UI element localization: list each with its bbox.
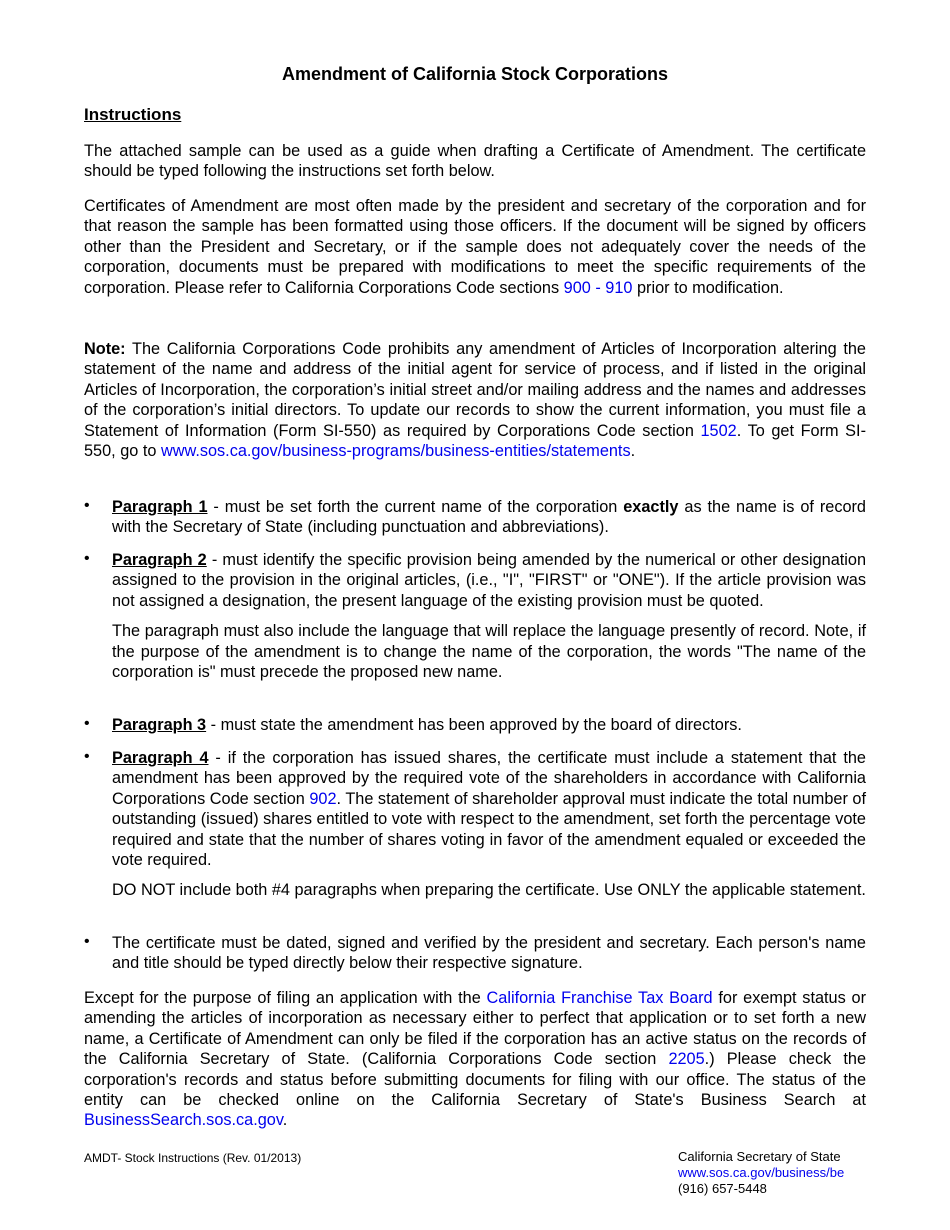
agency-name: California Secretary of State: [678, 1149, 841, 1164]
bullet-icon: •: [84, 933, 90, 950]
code-902-link[interactable]: 902: [309, 789, 337, 808]
code-2205-link[interactable]: 2205: [668, 1050, 705, 1069]
code-1502-link[interactable]: 1502: [700, 421, 737, 440]
form-id: AMDT- Stock Instructions (Rev. 01/2013): [84, 1151, 302, 1165]
agency-contact: [678, 1149, 844, 1197]
document-title: Amendment of California Stock Corporations: [281, 64, 669, 84]
agency-website-link[interactable]: www.sos.ca.gov/business/be: [678, 1165, 845, 1180]
bullet-icon: •: [84, 715, 90, 732]
intro-paragraph: The attached sample can be used as a guide when drafting a Certificate of Amendment. The certificate should be typed following the instructions set forth below.: [84, 142, 866, 181]
bullet-paragraph-1: • Paragraph 1 - must be set forth the current name of the corporation exactly as the name is of record with the Secretary of State (including punctuation and abbreviations).: [84, 497, 866, 537]
bullet-paragraph-2: • Paragraph 2 - must identify the specific provision being amended by the numerical or other designation assigned to the provision in the original articles, (i.e., "I", "FIRST" or "ONE"). If the article provision was not assigned a designation, the present language of the existing provision must be quoted. The paragraph must also include the language that will replace the language presently of record. Note, if the purpose of the amendment is to change the name of the corporation, the words "The name of the corporation is" must precede the proposed new name.: [84, 550, 866, 682]
bullet-paragraph-4: • Paragraph 4 - if the corporation has issued shares, the certificate must include a statement that the amendment has been approved by the required vote of the shareholders in accordance with California Corporations Code section 902. The statement of shareholder approval must indicate the total number of outstanding (issued) shares entitled to vote with respect to the amendment, set forth the percentage vote required and state that the number of shares voting in favor of the amendment equaled or exceeded the vote required. DO NOT include both #4 paragraphs when preparing the certificate. Use ONLY the applicable statement.: [84, 748, 866, 900]
agency-phone: (916) 657-5448: [678, 1181, 767, 1196]
note-paragraph: Note: The California Corporations Code prohibits any amendment of Articles of Incorporation altering the statement of the name and address of the initial agent for service of process, and if listed in the original Articles of Incorporation, the corporation’s initial street and/or mailing address and the names and addresses of the corporation’s initial directors. To update our records to show the current information, you must file a Statement of Information (Form SI-550) as required by Corporations Code section 1502. To get Form SI-550, go to www.sos.ca.gov/business-programs/business-entities/statements.: [84, 340, 866, 461]
bullet-icon: •: [84, 550, 90, 567]
officers-paragraph: Certificates of Amendment are most often made by the president and secretary of the corporation and for that reason the sample has been formatted using those officers. If the document will be signed by officers other than the President and Secretary, or if the sample does not adequately cover the needs of the corporation, documents must be prepared with modifications to meet the specific requirements of the corporation. Please refer to California Corporations Code sections 900 - 910 prior to modification.: [84, 197, 866, 297]
code-900-910-link[interactable]: 900 - 910: [563, 278, 633, 297]
bullet-paragraph-3: • Paragraph 3 - must state the amendment has been approved by the board of directors.: [84, 715, 742, 734]
closing-paragraph: Except for the purpose of filing an application with the California Franchise Tax Board for exempt status or amending the articles of incorporation as necessary either to perfect that application or to set forth a new name, a Certificate of Amendment can only be filed if the corporation has an active status on the records of the California Secretary of State. (California Corporations Code section 2205.) Please check the corporation's records and status before submitting documents for filing with our office. The status of the entity can be checked online on the California Secretary of State's Business Search at BusinessSearch.sos.ca.gov.: [84, 989, 867, 1130]
note-label: Note:: [84, 340, 126, 358]
bullet-icon: •: [84, 748, 90, 765]
bullet-signature: • The certificate must be dated, signed and verified by the president and secretary. Each person's name and title should be typed directly below their respective signature.: [84, 933, 866, 973]
instructions-heading: Instructions: [84, 105, 182, 124]
statements-link[interactable]: www.sos.ca.gov/business-programs/business-entities/statements: [160, 442, 631, 461]
bullet-icon: •: [84, 497, 90, 514]
business-search-link[interactable]: BusinessSearch.sos.ca.gov: [84, 1111, 283, 1130]
franchise-tax-board-link[interactable]: California Franchise Tax Board: [486, 989, 713, 1007]
